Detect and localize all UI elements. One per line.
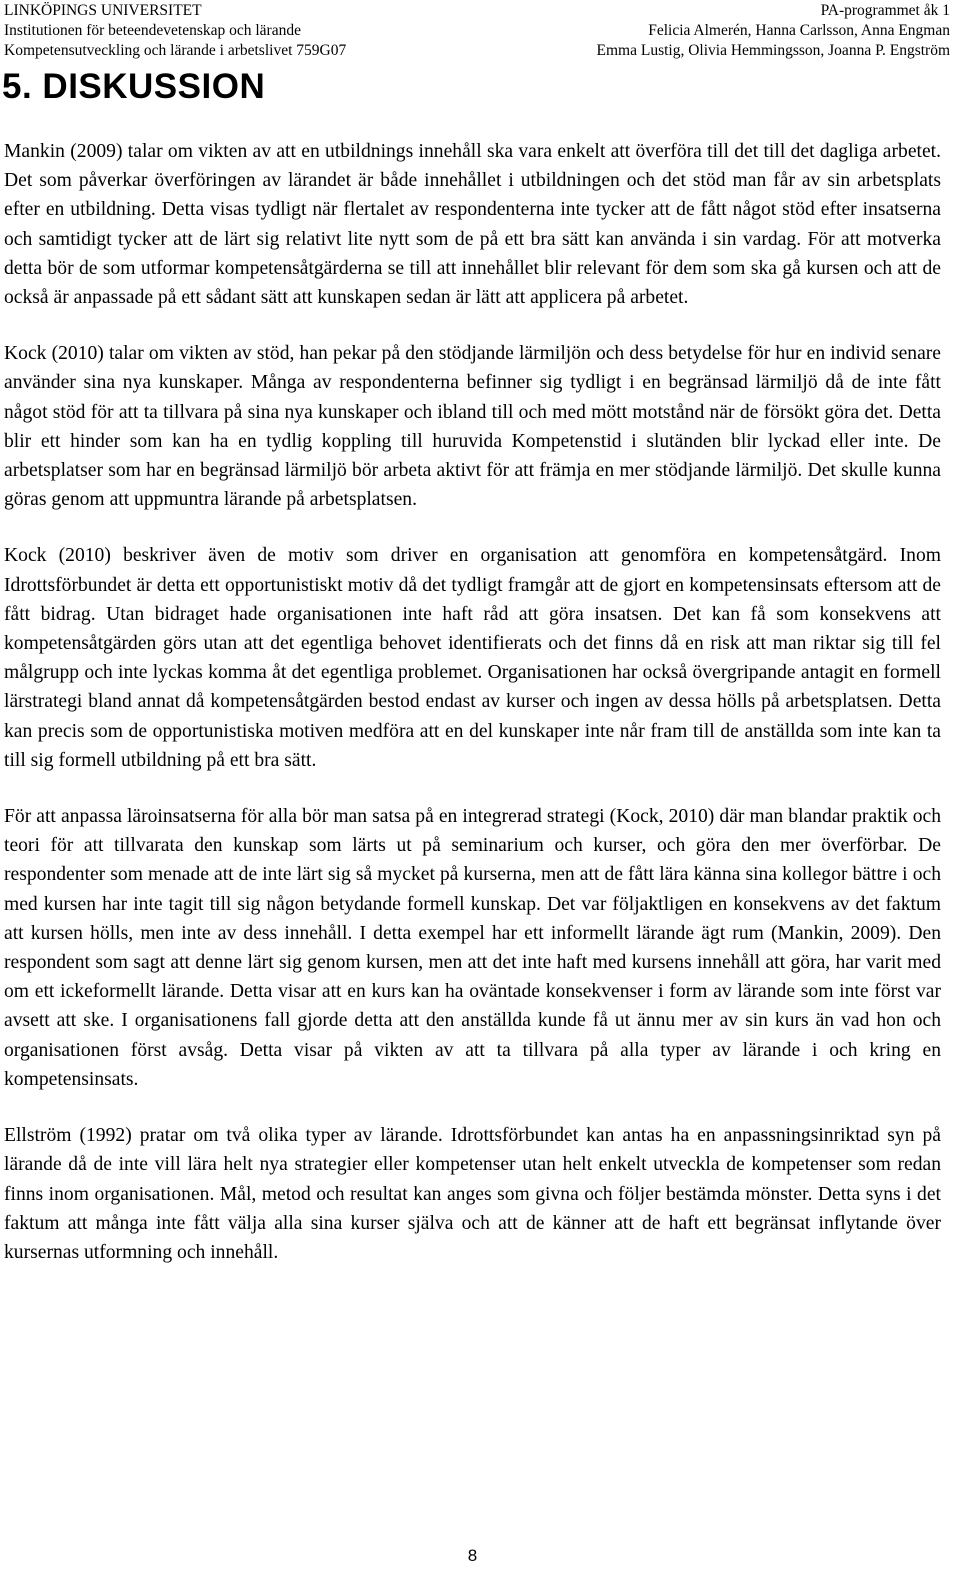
institution-name: Institutionen för beteendevetenskap och lärande [4, 22, 301, 39]
page-number: 8 [467, 1546, 478, 1565]
university-name: LINKÖPINGS UNIVERSITET [4, 2, 202, 19]
program-name: PA-programmet åk 1 [820, 2, 950, 19]
authors-line-2: Emma Lustig, Olivia Hemmingsson, Joanna P. Engström [596, 42, 950, 59]
header-right-block [597, 1, 950, 61]
paragraph: För att anpassa läroinsatserna för alla bör man satsa på en integrerad strategi (Kock, 2010) där man blandar praktik och teori för att tillvarata den kunskap som lärts ut på seminarium och kurser, och göra den mer överförbar. De respondenter som menade att de inte lärt sig så mycket på kurserna, men att de fått lära känna sina kollegor bättre i och med kursen har inte tagit till sig någon betydande formell kunskap. Det var följaktligen en konsekvens av det faktum att kursen hölls, men inte av dess innehåll. I detta exempel har ett informellt lärande ägt rum (Mankin, 2009). Den respondent som sagt att denne lärt sig genom kursen, men att det inte haft med kursens innehåll att göra, har varit med om ett ickeformellt lärande. Detta visar att en kurs kan ha oväntade konsekvenser i form av lärande som inte först var avsett att ske. I organisationens fall gjorde detta att den anställda kunde få ut ännu mer av sin kurs än vad hon och organisationen först avsåg. Detta visar på vikten av att ta tillvara på alla typer av lärande i och kring en kompetensinsats. [4, 806, 941, 1090]
body-text [4, 137, 941, 1294]
paragraph: Ellström (1992) pratar om två olika typer av lärande. Idrottsförbundet kan antas ha en anpassningsinriktad syn på lärande då de inte vill lära helt nya strategier eller kompetenser utan helt enkelt utveckla de kompetenser som redan finns inom organisationen. Mål, metod och resultat kan anges som givna och följer bestämda mönster. Detta syns i det faktum att många inte fått välja alla sina kurser själva och att de känner att de haft ett begränsat inflytande över kursernas utformning och innehåll. [4, 1125, 941, 1263]
authors-line-1: Felicia Almerén, Hanna Carlsson, Anna Engman [648, 22, 950, 39]
paragraph: Mankin (2009) talar om vikten av att en utbildnings innehåll ska vara enkelt att överföra till det till det dagliga arbetet. Det som påverkar överföringen av lärandet är både innehållet i utbildningen och det stöd man får av sin arbetsplats efter en utbildning. Detta visas tydligt när flertalet av respondenterna inte tycker att de fått något stöd efter insatserna och samtidigt tycker att de lärt sig relativt lite nytt som de på ett bra sätt kan använda i sin vardag. För att motverka detta bör de som utformar kompetensåtgärderna se till att innehållet blir relevant för dem som ska gå kursen och att de också är anpassade på ett sådant sätt att kunskapen sedan är lätt att applicera på arbetet. [4, 141, 941, 309]
paragraph: Kock (2010) beskriver även de motiv som driver en organisation att genomföra en kompetensåtgärd. Inom Idrottsförbundet är detta ett opportunistiskt motiv då det tydligt framgår att de gjort en kompetensinsats eftersom att de fått bidrag. Utan bidraget hade organisationen inte haft råd att göra insatsen. Det kan få som konsekvens att kompetensåtgärden görs utan att det egentliga behovet identifierats och det finns då en risk att man riktar sig till fel målgrupp och inte lyckas komma åt det egentliga problemet. Organisationen har också övergripande antagit en formell lärstrategi bland annat då kompetensåtgärden bestod endast av kurser och ingen av dessa hölls på arbetsplatsen. Detta kan precis som de opportunistiska motiven medföra att en del kunskaper inte når fram till de anställda som inte kan ta till sig formell utbildning på ett bra sätt. [4, 545, 941, 771]
section-title: 5. DISKUSSION [2, 67, 266, 106]
page-header [0, 0, 960, 62]
paragraph: Kock (2010) talar om vikten av stöd, han pekar på den stödjande lärmiljön och dess betydelse för hur en individ senare använder sina nya kunskaper. Många av respondenterna befinner sig tydligt i en begränsad lärmiljö då de inte fått något stöd för att ta tillvara på sina nya kunskaper och ibland till och med mött motstånd när de försökt göra det. Detta blir ett hinder som kan ha en tydlig koppling till huruvida Kompetenstid i slutänden blir lyckad eller inte. De arbetsplatser som har en begränsad lärmiljö bör arbeta aktivt för att främja en mer stödjande lärmiljö. Det skulle kunna göras genom att uppmuntra lärande på arbetsplatsen. [4, 343, 941, 511]
course-name: Kompetensutveckling och lärande i arbetslivet 759G07 [4, 42, 347, 59]
header-left-block [4, 1, 346, 61]
